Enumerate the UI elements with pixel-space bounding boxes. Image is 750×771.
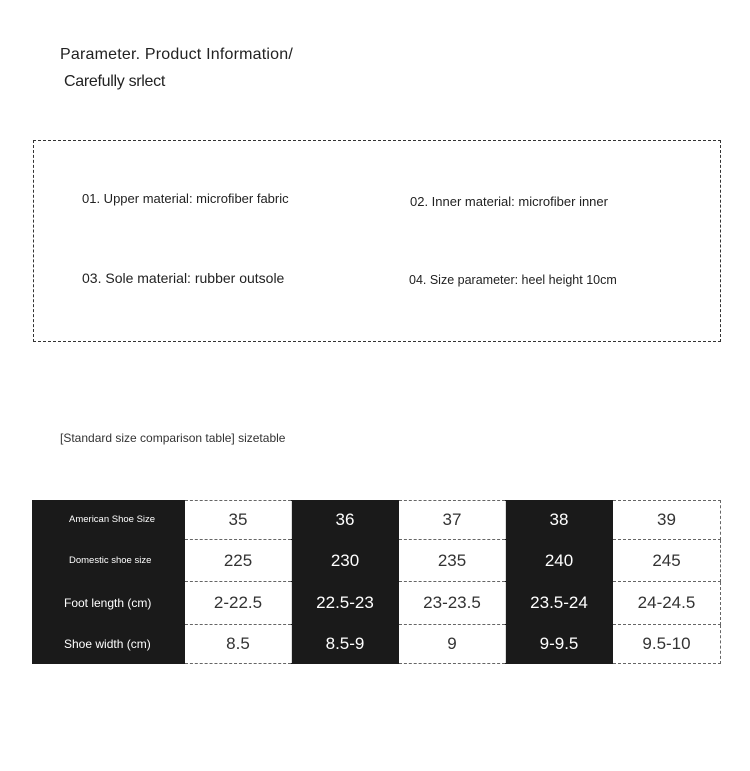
table-row bbox=[33, 582, 721, 625]
table-row bbox=[33, 625, 721, 664]
table-cell: 9.5-10 bbox=[613, 625, 721, 664]
table-cell: 9-9.5 bbox=[506, 625, 613, 664]
table-cell: 39 bbox=[613, 501, 721, 540]
table-cell: 240 bbox=[506, 540, 613, 582]
table-cell: 225 bbox=[185, 540, 292, 582]
size-comparison-table bbox=[32, 500, 721, 664]
table-cell: 38 bbox=[506, 501, 613, 540]
row-label-shoe-width: Shoe width (cm) bbox=[33, 625, 185, 664]
row-label-foot-length: Foot length (cm) bbox=[33, 582, 185, 625]
table-cell: 37 bbox=[399, 501, 506, 540]
table-cell: 24-24.5 bbox=[613, 582, 721, 625]
table-cell: 23.5-24 bbox=[506, 582, 613, 625]
section-subtitle: Carefully srlect bbox=[64, 73, 166, 90]
table-row bbox=[33, 501, 721, 540]
table-cell: 245 bbox=[613, 540, 721, 582]
row-label-american-size: American Shoe Size bbox=[33, 501, 185, 540]
size-table-caption: [Standard size comparison table] sizetable bbox=[60, 431, 286, 445]
table-cell: 23-23.5 bbox=[399, 582, 506, 625]
table-cell: 235 bbox=[399, 540, 506, 582]
section-title: Parameter. Product Information/ bbox=[60, 46, 293, 63]
parameter-size: 04. Size parameter: heel height 10cm bbox=[409, 273, 617, 287]
table-cell: 36 bbox=[292, 501, 399, 540]
table-cell: 8.5 bbox=[185, 625, 292, 664]
table-cell: 22.5-23 bbox=[292, 582, 399, 625]
product-parameters-box bbox=[33, 140, 721, 342]
parameter-inner-material: 02. Inner material: microfiber inner bbox=[410, 194, 608, 209]
table-row bbox=[33, 540, 721, 582]
table-cell: 230 bbox=[292, 540, 399, 582]
table-cell: 35 bbox=[185, 501, 292, 540]
table-cell: 2-22.5 bbox=[185, 582, 292, 625]
table-cell: 9 bbox=[399, 625, 506, 664]
parameter-sole-material: 03. Sole material: rubber outsole bbox=[82, 270, 285, 286]
row-label-domestic-size: Domestic shoe size bbox=[33, 540, 185, 582]
table-cell: 8.5-9 bbox=[292, 625, 399, 664]
parameter-upper-material: 01. Upper material: microfiber fabric bbox=[82, 191, 289, 206]
